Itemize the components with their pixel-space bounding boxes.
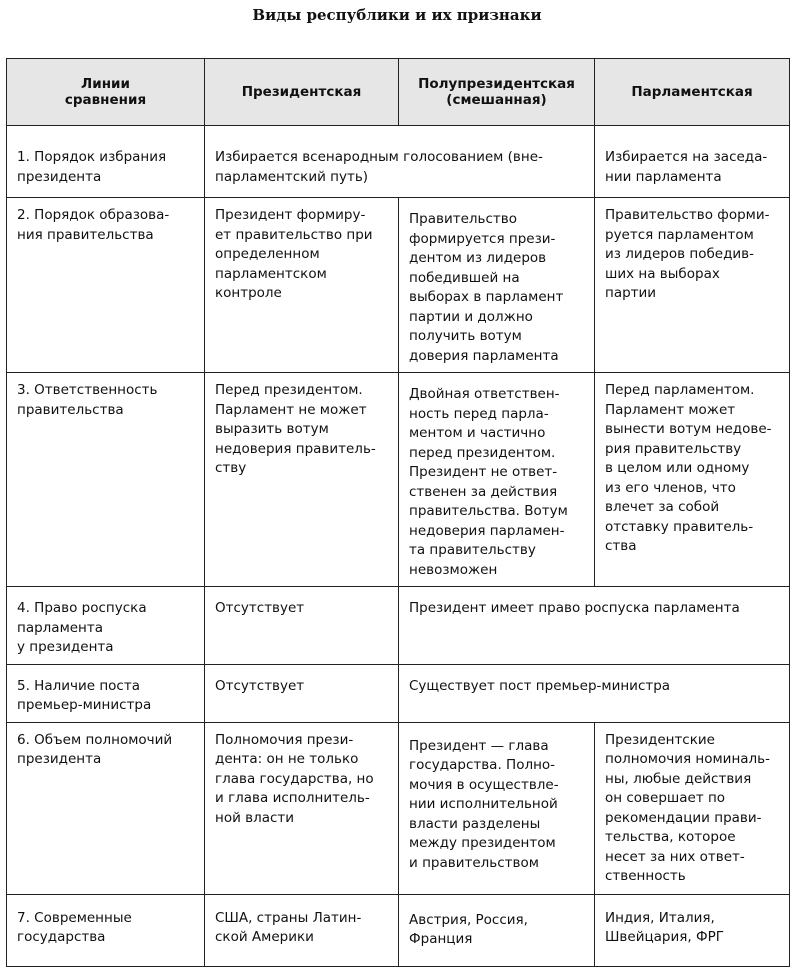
cell-presidential: Отсутствует bbox=[205, 587, 399, 665]
row-label: 5. Наличие поста премьер-министра bbox=[7, 664, 205, 722]
cell-presidential: США, страны Латин- ской Америки bbox=[205, 894, 399, 966]
row-label: 4. Право роспуска парламента у президента bbox=[7, 587, 205, 665]
header-semi-presidential: Полупрезидентская (смешанная) bbox=[399, 59, 595, 126]
document-title: Виды республики и их признаки bbox=[252, 6, 542, 24]
header-parliamentary: Парламентская bbox=[595, 59, 790, 126]
table-row bbox=[7, 894, 790, 966]
row-label: 6. Объем полномочий президента bbox=[7, 722, 205, 894]
cell-presidential: Президент формиру- ет правительство при определенном парламентском контроле bbox=[205, 198, 399, 373]
table-row bbox=[7, 587, 790, 665]
cell-presidential: Отсутствует bbox=[205, 664, 399, 722]
cell-semi-presidential: Президент — глава государства. Полно- мочия в осуществле- нии исполнительной власти разделены между президентом и правительством bbox=[399, 722, 595, 894]
cell-parliamentary: Избирается на заседа- нии парламента bbox=[595, 126, 790, 198]
cell-semi-presidential: Правительство формируется прези- дентом из лидеров победившей на выборах в парламент партии и должно получить вотум доверия парламента bbox=[399, 198, 595, 373]
cell-presidential: Перед президентом. Парламент не может выразить вотум недоверия правитель- ству bbox=[205, 373, 399, 587]
row-label: 2. Порядок образова- ния правительства bbox=[7, 198, 205, 373]
cell-parliamentary: Президентские полномочия номиналь- ны, любые действия он совершает по рекомендации прави- тельства, которое несет за них ответ- ственность bbox=[595, 722, 790, 894]
republic-types-table bbox=[6, 58, 790, 967]
cell-parliamentary: Индия, Италия, Швейцария, ФРГ bbox=[595, 894, 790, 966]
cell-presidential: Полномочия прези- дента: он не только глава государства, но и глава исполнитель- ной власти bbox=[205, 722, 399, 894]
cell-semi-parliamentary-merged: Существует пост премьер-министра bbox=[399, 664, 790, 722]
row-label: 7. Современные государства bbox=[7, 894, 205, 966]
row-label: 3. Ответственность правительства bbox=[7, 373, 205, 587]
cell-presidential-semi-merged: Избирается всенародным голосованием (вне- парламентский путь) bbox=[205, 126, 595, 198]
cell-parliamentary: Перед парламентом. Парламент может вынести вотум недове- рия правительству в целом или одному из его членов, что влечет за собой отставку правитель- ства bbox=[595, 373, 790, 587]
table-row bbox=[7, 126, 790, 198]
header-comparison-lines: Линии сравнения bbox=[7, 59, 205, 126]
cell-parliamentary: Правительство форми- руется парламентом из лидеров победив- ших на выборах партии bbox=[595, 198, 790, 373]
cell-semi-presidential: Двойная ответствен- ность перед парла- ментом и частично перед президентом. Президент не ответ- ственен за действия правительства. Вотум недоверия парламен- та правительству невозможен bbox=[399, 373, 595, 587]
table-row bbox=[7, 722, 790, 894]
table-header-row bbox=[7, 59, 790, 126]
table-row bbox=[7, 664, 790, 722]
table-row bbox=[7, 198, 790, 373]
header-presidential: Президентская bbox=[205, 59, 399, 126]
cell-semi-parliamentary-merged: Президент имеет право роспуска парламента bbox=[399, 587, 790, 665]
table-row bbox=[7, 373, 790, 587]
cell-semi-presidential: Австрия, Россия, Франция bbox=[399, 894, 595, 966]
row-label: 1. Порядок избрания президента bbox=[7, 126, 205, 198]
